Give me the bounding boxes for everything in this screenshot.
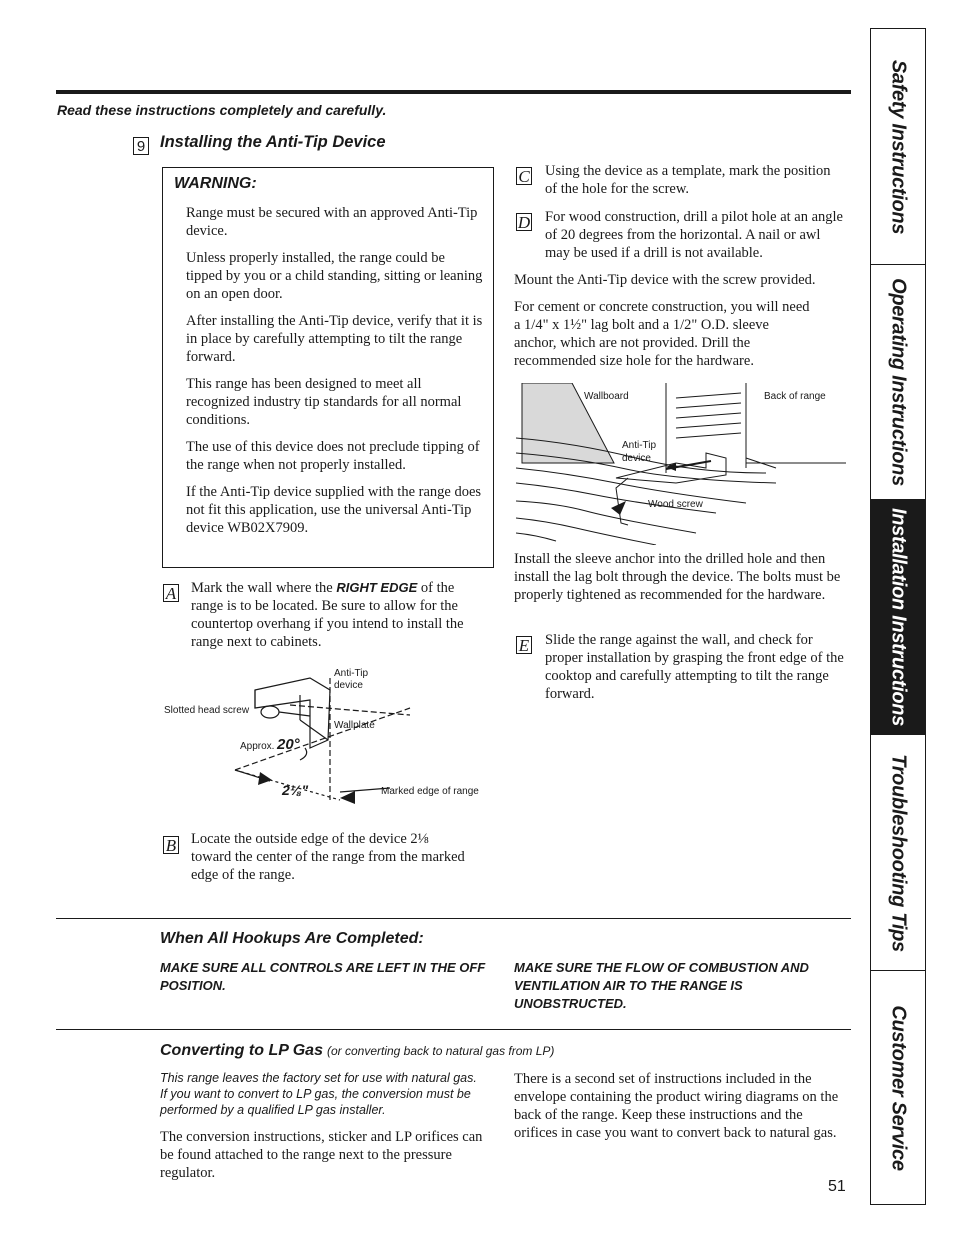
step-a-box: A <box>163 584 179 602</box>
lp-second-set-text: There is a second set of instructions included in the envelope containing the product wiring diagrams on the back of the range. Keep these instructions and the orifices in case you want to convert back to natural gas. <box>514 1071 839 1141</box>
warning-paragraph: The use of this device does not preclude tipping of the range when not properly installed. <box>186 439 480 473</box>
tab-troubleshooting-tips[interactable] <box>871 735 925 971</box>
label-anti-tip-device-text: Anti-Tip device <box>334 668 369 691</box>
step-b-text: Locate the outside edge of the device 2⅛ toward the center of the range from the marked edge of the range. <box>191 831 465 883</box>
step-c-box: C <box>516 167 532 185</box>
label-wallboard: Wallboard <box>584 391 629 402</box>
warning-box <box>162 167 494 568</box>
label-anti-tip-device-2: Anti-Tip device <box>622 440 657 464</box>
warning-heading: WARNING: <box>174 175 257 192</box>
page-number: 51 <box>828 1178 846 1195</box>
label-back-of-range: Back of range <box>764 391 826 402</box>
cement-text: For cement or concrete construction, you will need a 1/4" x 1½" lag bolt and a 1/2" O.D. sleeve anchor, which are not provided. Drill the recommended size hole for the hardware. <box>514 299 810 369</box>
anti-tip-diagram-2-drawing <box>516 383 846 545</box>
anti-tip-diagram-2 <box>516 383 846 545</box>
label-marked-edge: Marked edge of range <box>381 786 479 797</box>
step-e-text: Slide the range against the wall, and check for proper installation by grasping the front edge of the cooktop and carefully attempting to tilt the range forward. <box>545 632 844 702</box>
label-wallplate: Wallplate <box>334 720 375 731</box>
lp-conversion-text: The conversion instructions, sticker and LP orifices can be found attached to the range next to the pressure regulator. <box>160 1129 483 1181</box>
tab-label: Safety Instructions <box>887 59 910 234</box>
label-wood-screw: Wood screw <box>648 499 703 510</box>
step-d-text: For wood construction, drill a pilot hole at an angle of 20 degrees from the horizontal. A nail or awl may be used if a drill is not available. <box>545 209 843 261</box>
lp-rule <box>56 1029 851 1030</box>
sleeve-text: Install the sleeve anchor into the drilled hole and then install the lag bolt through the device. The bolts must be properly tightened as recommended for the hardware. <box>514 551 841 603</box>
tab-safety-instructions[interactable] <box>871 29 925 265</box>
tab-installation-instructions[interactable] <box>871 500 925 735</box>
tab-customer-service[interactable] <box>871 971 925 1204</box>
tab-operating-instructions[interactable] <box>871 265 925 500</box>
step-e-box: E <box>516 636 532 654</box>
lp-subtitle: (or converting back to natural gas from LP) <box>326 1044 555 1058</box>
warning-paragraph: If the Anti-Tip device supplied with the range does not fit this application, use the universal Anti-Tip device WB02X7909. <box>186 484 482 536</box>
hookups-rule <box>56 918 851 919</box>
warning-paragraphs <box>186 204 484 537</box>
warning-paragraph: This range has been designed to meet all recognized industry tip standards for all normal conditions. <box>186 376 462 428</box>
warning-paragraph: Unless properly installed, the range could be tipped by you or a child standing, sitting or leaning on an open door. <box>186 250 483 302</box>
step-a-text-after: of the range is to be located. Be sure to allow for the countertop overhang if you intend to install the range next to cabinets. <box>191 580 464 650</box>
warning-paragraph: Range must be secured with an approved Anti-Tip device. <box>186 205 478 239</box>
label-distance: 2⅛" <box>282 782 309 798</box>
hookups-title: When All Hookups Are Completed: <box>160 930 424 947</box>
anti-tip-diagram-1 <box>160 660 490 810</box>
tab-label: Operating Instructions <box>887 278 910 486</box>
label-anti-tip-device <box>334 668 382 692</box>
tab-label: Troubleshooting Tips <box>887 753 910 952</box>
warning-paragraph: After installing the Anti-Tip device, verify that it is in place by carefully attempting to tilt the range forward. <box>186 313 483 365</box>
step-c-text: Using the device as a template, mark the position of the hole for the screw. <box>545 163 831 197</box>
lp-heading <box>160 1042 554 1060</box>
section-title: Installing the Anti-Tip Device <box>160 133 386 151</box>
section-tabs <box>870 28 926 1205</box>
read-instructions-note: Read these instructions completely and carefully. <box>57 102 387 118</box>
lp-italic-note: This range leaves the factory set for use with natural gas. If you want to convert to LP gas, the conversion must be performed by a qualified LP gas installer. <box>160 1071 477 1117</box>
step-d-box: D <box>517 213 531 232</box>
mount-text: Mount the Anti-Tip device with the screw provided. <box>514 272 816 288</box>
step-a-text-before: Mark the wall where the <box>191 580 337 596</box>
hookups-right-note: MAKE SURE THE FLOW OF COMBUSTION AND VENTILATION AIR TO THE RANGE IS UNOBSTRUCTED. <box>514 960 809 1011</box>
tab-label: Installation Instructions <box>887 507 910 727</box>
lp-title: Converting to LP Gas <box>160 1042 323 1059</box>
step-b-box: B <box>163 836 179 854</box>
label-angle: 20° <box>277 736 300 753</box>
step-a-emphasis: RIGHT EDGE <box>336 580 418 595</box>
hookups-left-note: MAKE SURE ALL CONTROLS ARE LEFT IN THE OFF POSITION. <box>160 960 486 993</box>
step-number-box: 9 <box>133 137 149 155</box>
top-rule <box>56 90 851 94</box>
step-a-text <box>191 579 487 651</box>
tab-label: Customer Service <box>887 1004 910 1171</box>
label-slotted-head-screw: Slotted head screw <box>164 705 250 716</box>
label-approx: Approx. <box>240 741 275 752</box>
